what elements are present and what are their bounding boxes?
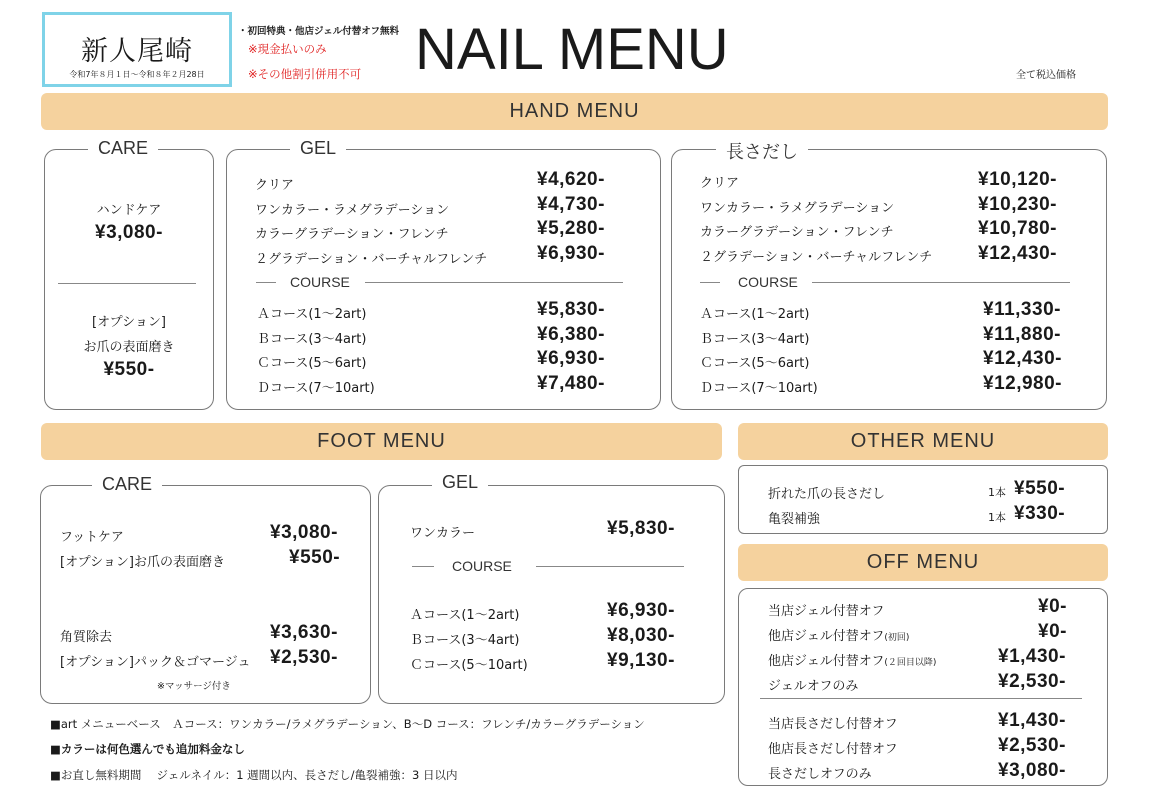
course-item-label: Ｃコース(5～6art) (257, 356, 367, 371)
course-item-label: Ｃコース(5～10art) (410, 658, 528, 673)
course-label: COURSE (452, 558, 512, 574)
course-item-label: Ｂコース(3～4art) (410, 633, 520, 648)
hand-menu-bar: HAND MENU (41, 93, 1108, 130)
course-item-label: Ｂコース(3～4art) (700, 332, 810, 347)
cash-only-note: ※現金払いのみ (248, 42, 327, 56)
menu-item-price: ¥10,780- (978, 218, 1058, 239)
menu-item-price: ¥0- (1038, 596, 1067, 617)
menu-item-label: 他店長さだし付替オフ (768, 742, 898, 757)
course-item-label: Ａコース(1～2art) (410, 608, 520, 623)
page-title: NAIL MENU (415, 17, 729, 82)
hand-polish-price: ¥550- (103, 359, 155, 380)
campaign-period: 令和7年８月１日～令和８年２月28日 (69, 70, 205, 79)
menu-item-label: 折れた爪の長さだし (768, 487, 886, 502)
course-item-price: ¥8,030- (607, 625, 675, 646)
first-visit-note: ・初回特典・他店ジェル付替オフ無料 (238, 26, 400, 37)
other-menu-bar: OTHER MENU (738, 423, 1108, 460)
menu-item-label: [オプション]パック＆ゴマージュ (60, 655, 251, 670)
tax-note: 全て税込価格 (1016, 70, 1076, 81)
foot-care-box (40, 485, 371, 704)
course-item-price: ¥12,430- (983, 348, 1063, 369)
menu-item-label: カラーグラデーション・フレンチ (700, 225, 894, 240)
menu-item-label: 角質除去 (60, 630, 113, 645)
menu-item-price: ¥3,080- (998, 760, 1066, 781)
foot-menu-bar: FOOT MENU (41, 423, 722, 460)
hand-extension-legend: 長さだし (716, 138, 808, 164)
divider (58, 283, 196, 284)
menu-item-price: ¥2,530- (270, 647, 338, 668)
course-item-label: Ｄコース(7～10art) (257, 381, 375, 396)
footnote-repair: ■お直し無料期間 ジェルネイル：1 週間以内、長さだし/亀裂補強：3 日以内 (50, 768, 458, 782)
menu-item-label: ワンカラー・ラメグラデーション (700, 201, 895, 216)
course-item-label: Ｃコース(5～6art) (700, 356, 810, 371)
footnote-art-base: ■art メニューベース Ａコース：ワンカラー/ラメグラデーション、B～D コース：フレンチ/カラーグラデーション (50, 717, 645, 731)
course-item-label: Ｄコース(7～10art) (700, 381, 818, 396)
divider (256, 282, 276, 283)
course-item-price: ¥11,330- (983, 299, 1061, 320)
foot-care-legend: CARE (92, 474, 162, 495)
menu-item-price: ¥5,280- (537, 218, 605, 239)
menu-item-price: ¥4,620- (537, 169, 605, 190)
menu-item-sub: (２回目以降) (884, 658, 937, 668)
course-label: COURSE (738, 274, 798, 290)
menu-item-label: 当店ジェル付替オフ (768, 604, 885, 619)
menu-item-price: ¥12,430- (978, 243, 1058, 264)
hand-option-label: [オプション] (92, 315, 166, 330)
menu-item-price: ¥2,530- (998, 735, 1066, 756)
course-label: COURSE (290, 274, 350, 290)
menu-item-label: 他店ジェル付替オフ (768, 654, 885, 669)
footnote-color: ■カラーは何色選んでも追加料金なし (50, 742, 245, 756)
menu-item-label: クリア (700, 176, 740, 191)
menu-item-price: ¥3,630- (270, 622, 338, 643)
menu-item-price: ¥550- (289, 547, 341, 568)
course-item-price: ¥11,880- (983, 324, 1061, 345)
menu-item-label: 長さだしオフのみ (768, 767, 872, 782)
course-item-price: ¥6,380- (537, 324, 605, 345)
hand-care-price: ¥3,080- (95, 222, 163, 243)
menu-item-price: ¥10,120- (978, 169, 1058, 190)
off-menu-bar: OFF MENU (738, 544, 1108, 581)
menu-item-price: ¥2,530- (998, 671, 1066, 692)
hand-care-label: ハンドケア (96, 203, 162, 218)
menu-item-label: 当店長さだし付替オフ (768, 717, 898, 732)
menu-item-label: カラーグラデーション・フレンチ (255, 227, 449, 242)
menu-item-label: ワンカラー・ラメグラデーション (255, 203, 450, 218)
stylist-name: 新人尾崎 (81, 36, 193, 67)
menu-item-price: ¥4,730- (537, 194, 605, 215)
menu-item-price: ¥5,830- (607, 518, 675, 539)
no-discount-note: ※その他割引併用不可 (248, 67, 362, 81)
menu-item-label: ジェルオフのみ (768, 679, 859, 694)
menu-item-label: [オプション]お爪の表面磨き (60, 555, 225, 570)
menu-item-label: 他店ジェル付替オフ (768, 629, 885, 644)
course-item-price: ¥9,130- (607, 650, 675, 671)
divider (812, 282, 1070, 283)
menu-item-label: ワンカラー (410, 526, 476, 541)
course-item-price: ¥6,930- (607, 600, 675, 621)
course-item-label: Ｂコース(3～4art) (257, 332, 367, 347)
massage-note: ※マッサージ付き (157, 681, 231, 692)
divider (760, 698, 1082, 699)
menu-item-price: ¥6,930- (537, 243, 605, 264)
course-item-label: Ａコース(1～2art) (257, 307, 367, 322)
hand-care-legend: CARE (88, 138, 158, 159)
menu-item-label: ２グラデーション・バーチャルフレンチ (700, 250, 933, 265)
foot-gel-legend: GEL (432, 472, 488, 493)
menu-item-price: ¥1,430- (998, 646, 1066, 667)
menu-item-price: ¥1,430- (998, 710, 1066, 731)
divider (412, 566, 434, 567)
menu-item-label: クリア (255, 178, 295, 193)
divider (365, 282, 623, 283)
unit-label: 1本 (988, 511, 1006, 524)
course-item-price: ¥6,930- (537, 348, 605, 369)
menu-item-price: ¥0- (1038, 621, 1067, 642)
stylist-name-box (42, 12, 232, 87)
course-item-price: ¥12,980- (983, 373, 1063, 394)
menu-item-price: ¥3,080- (270, 522, 338, 543)
menu-item-label: フットケア (60, 530, 124, 545)
course-item-price: ¥5,830- (537, 299, 605, 320)
menu-item-price: ¥10,230- (978, 194, 1058, 215)
divider (700, 282, 720, 283)
menu-item-sub: (初回) (884, 633, 910, 643)
hand-polish-label: お爪の表面磨き (83, 340, 175, 355)
unit-label: 1本 (988, 486, 1006, 499)
course-item-price: ¥7,480- (537, 373, 605, 394)
divider (536, 566, 684, 567)
course-item-label: Ａコース(1～2art) (700, 307, 810, 322)
menu-item-price: ¥550- (1014, 478, 1066, 499)
menu-item-label: ２グラデーション・バーチャルフレンチ (255, 252, 488, 267)
menu-item-label: 亀裂補強 (768, 512, 821, 527)
hand-gel-legend: GEL (290, 138, 346, 159)
menu-item-price: ¥330- (1014, 503, 1066, 524)
